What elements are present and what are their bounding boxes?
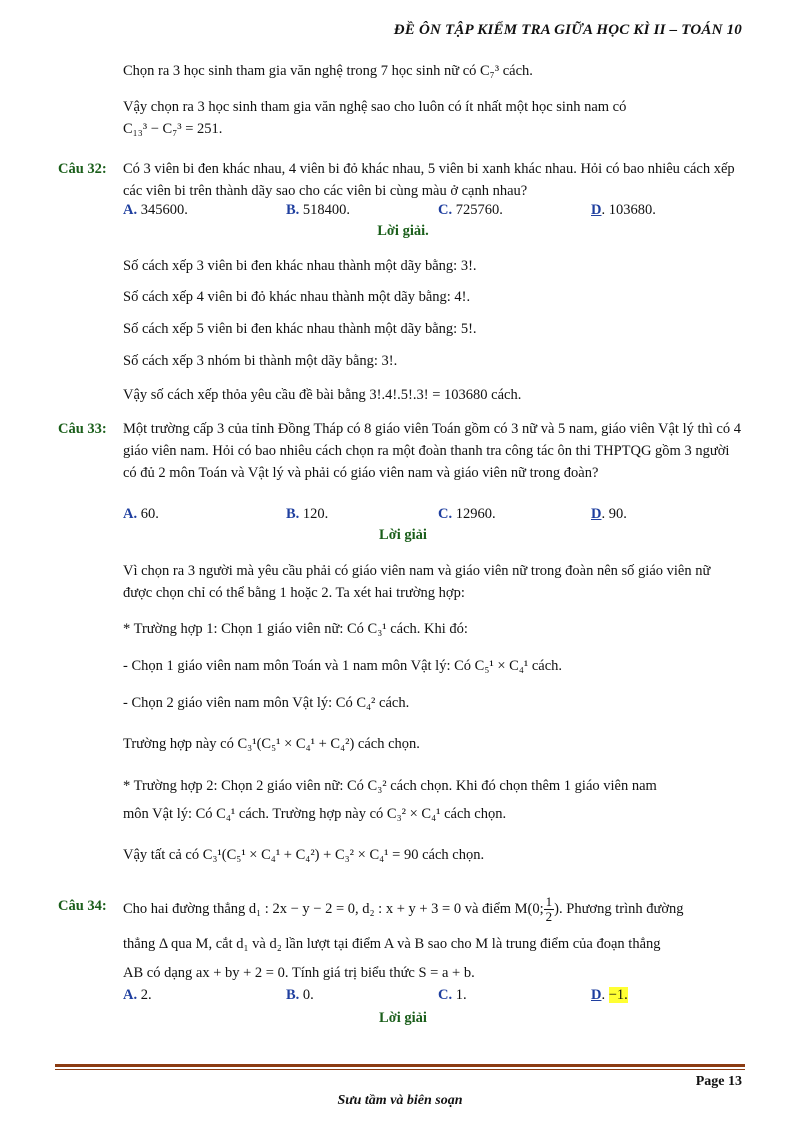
solution-line: Vậy tất cả có C₃¹(C₅¹ × C₄¹ + C₄²) + C₃² × C₄¹ = 90 cách chọn.: [123, 847, 485, 863]
option-d[interactable]: [591, 506, 627, 523]
option-label: B.: [286, 506, 300, 522]
option-value: 120.: [302, 506, 329, 522]
question-text-part: Cho hai đường thẳng d₁ : 2x − y − 2 = 0, d₂ : x + y + 3 = 0 và điểm M(0;: [123, 900, 544, 917]
question-32-options: [123, 202, 743, 224]
option-d[interactable]: [591, 202, 656, 219]
option-b[interactable]: [286, 202, 350, 219]
question-34: [58, 888, 748, 922]
option-label: A.: [123, 506, 138, 522]
option-label: A.: [123, 202, 138, 218]
option-value: 518400.: [302, 202, 351, 218]
option-label: D: [591, 987, 602, 1003]
fraction-denominator: 2: [545, 909, 553, 924]
question-label: Câu 33:: [58, 421, 107, 437]
option-a[interactable]: [123, 506, 159, 523]
option-label: C.: [438, 987, 453, 1003]
question-text: Một trường cấp 3 của tỉnh Đồng Tháp có 8 giáo viên Toán gồm có 3 nữ và 5 nam, giáo viên Vật lý thì có 4 giáo viên nam. Hỏi có bao nhiêu cách chọn ra một đoàn thanh tra công tác ôn thi THPTQG gồm 3 người có đủ 2 môn Toán và Vật lý và phải có giáo viên nam và giáo viên nữ trong đoàn?: [123, 421, 741, 481]
page-header: ĐỀ ÔN TẬP KIỂM TRA GIỮA HỌC KÌ II – TOÁN 10: [393, 22, 742, 38]
solution-line: Số cách xếp 5 viên bi đen khác nhau thành một dãy bằng: 5!.: [123, 321, 477, 337]
fraction-numerator: 1: [545, 894, 553, 909]
option-label: B.: [286, 202, 300, 218]
solution-line: Vì chọn ra 3 người mà yêu cầu phải có giáo viên nam và giáo viên nữ trong đoàn nên số giáo viên nữ được chọn chỉ có thể bằng 1 hoặc 2. Ta xét hai trường hợp:: [123, 563, 711, 601]
fraction: [544, 895, 555, 924]
solution-line: * Trường hợp 1: Chọn 1 giáo viên nữ: Có C₃¹ cách. Khi đó:: [123, 621, 468, 637]
option-b[interactable]: [286, 506, 328, 523]
option-label: B.: [286, 987, 300, 1003]
option-d[interactable]: D. −1.: [591, 987, 628, 1003]
option-value: . 103680.: [601, 202, 656, 218]
option-b[interactable]: [286, 987, 314, 1004]
option-label: C.: [438, 506, 453, 522]
option-value: . 90.: [601, 506, 627, 522]
prev-solution-line-2: Vậy chọn ra 3 học sinh tham gia văn nghệ sao cho luôn có ít nhất một học sinh nam có: [123, 99, 627, 115]
option-value: 60.: [140, 506, 159, 522]
option-a[interactable]: [123, 987, 152, 1004]
page-number: Page 13: [695, 1074, 742, 1089]
footer-rule-thin: [55, 1069, 745, 1070]
prev-solution-line-1: Chọn ra 3 học sinh tham gia văn nghệ trong 7 học sinh nữ có C₇³ cách.: [123, 63, 533, 79]
solution-line: - Chọn 2 giáo viên nam môn Vật lý: Có C₄² cách.: [123, 695, 410, 711]
solution-title: Lời giải: [379, 1010, 427, 1026]
question-34-options: [123, 987, 743, 1009]
question-33: [58, 418, 748, 506]
option-c[interactable]: [438, 202, 503, 219]
option-value: 1.: [455, 987, 467, 1003]
question-text-part: ). Phương trình đường: [554, 900, 684, 917]
solution-line: Trường hợp này có C₃¹(C₅¹ × C₄¹ + C₄²) cách chọn.: [123, 736, 420, 752]
question-label: Câu 32:: [58, 161, 107, 177]
question-text: Có 3 viên bi đen khác nhau, 4 viên bi đỏ khác nhau, 5 viên bi xanh khác nhau. Hỏi có bao nhiêu cách xếp các viên bi trên thành dãy sao cho các viên bi cùng màu ở cạnh nhau?: [123, 161, 735, 199]
option-value: 2.: [140, 987, 152, 1003]
option-value: 345600.: [140, 202, 188, 218]
question-33-options: [123, 506, 743, 528]
solution-line: Số cách xếp 3 nhóm bi thành một dãy bằng: 3!.: [123, 353, 398, 369]
question-32: [58, 158, 748, 204]
footer-credit: Sưu tầm và biên soạn: [337, 1093, 463, 1108]
option-value: 12960.: [455, 506, 496, 522]
question-text-line-3: AB có dạng ax + by + 2 = 0. Tính giá trị biểu thức S = a + b.: [123, 965, 475, 981]
prev-solution-line-3: C₁₃³ − C₇³ = 251.: [123, 121, 223, 137]
solution-line: Số cách xếp 3 viên bi đen khác nhau thành một dãy bằng: 3!.: [123, 258, 477, 274]
solution-line: Vậy số cách xếp thỏa yêu cầu đề bài bằng 3!.4!.5!.3! = 103680 cách.: [123, 387, 522, 403]
solution-line: - Chọn 1 giáo viên nam môn Toán và 1 nam môn Vật lý: Có C₅¹ × C₄¹ cách.: [123, 658, 563, 674]
footer-rule-thick: [55, 1064, 745, 1067]
option-label: A.: [123, 987, 138, 1003]
option-value: 0.: [302, 987, 314, 1003]
solution-title: Lời giải.: [377, 223, 429, 239]
question-text-line-2: thẳng Δ qua M, cắt d₁ và d₂ lần lượt tại điểm A và B sao cho M là trung điểm của đoạn thẳng: [123, 936, 661, 952]
solution-title: Lời giải: [379, 527, 427, 543]
option-a[interactable]: [123, 202, 188, 219]
option-label: D: [591, 506, 602, 522]
option-label: D: [591, 202, 602, 218]
solution-line: * Trường hợp 2: Chọn 2 giáo viên nữ: Có C₃² cách chọn. Khi đó chọn thêm 1 giáo viên nam: [123, 778, 657, 794]
option-value: 725760.: [455, 202, 503, 218]
solution-line: Số cách xếp 4 viên bi đỏ khác nhau thành một dãy bằng: 4!.: [123, 289, 471, 305]
solution-line: môn Vật lý: Có C₄¹ cách. Trường hợp này có C₃² × C₄¹ cách chọn.: [123, 806, 507, 822]
question-label: Câu 34:: [58, 898, 107, 914]
option-label: C.: [438, 202, 453, 218]
highlighted-answer: −1.: [608, 987, 628, 1003]
option-c[interactable]: [438, 987, 467, 1004]
question-text-line-1: [123, 895, 743, 924]
option-c[interactable]: [438, 506, 496, 523]
